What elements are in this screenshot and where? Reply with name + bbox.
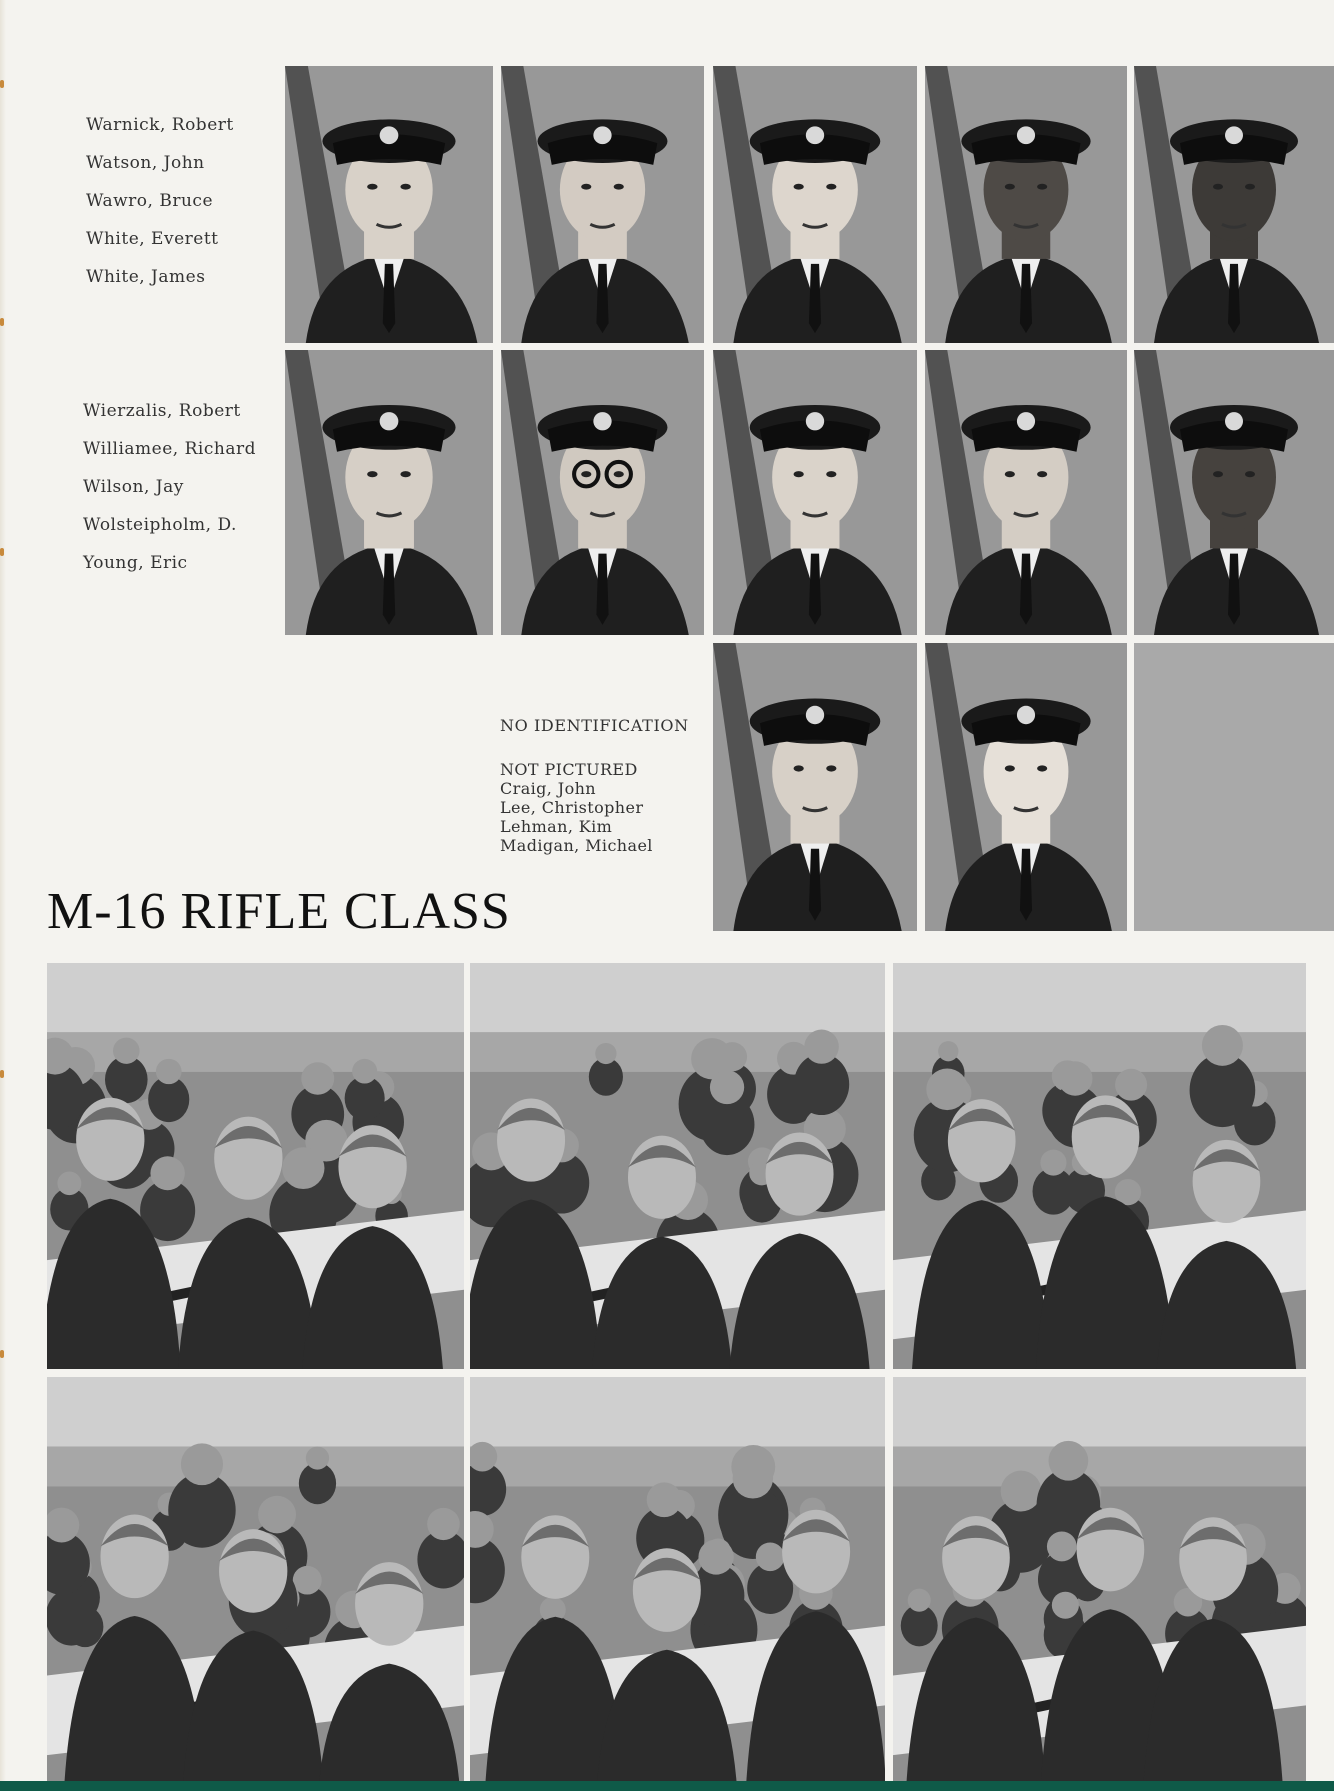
soldier-portrait (925, 350, 1127, 635)
roster-name: Wierzalis, Robert (83, 401, 241, 421)
roster-list-row-1 (86, 106, 234, 296)
not-pictured-name: Lee, Christopher (500, 798, 644, 817)
roster-name: Wilson, Jay (83, 477, 184, 497)
not-pictured-block (500, 760, 653, 855)
rifle-class-photo (893, 963, 1306, 1369)
roster-name: Wawro, Bruce (86, 191, 214, 211)
soldier-portrait (285, 350, 493, 635)
roster-name: Williamee, Richard (83, 439, 256, 459)
edge-mark (0, 1350, 4, 1358)
soldier-portrait (925, 66, 1127, 343)
soldier-portrait (713, 350, 917, 635)
roster-name: Watson, John (86, 153, 205, 173)
soldier-portrait (501, 66, 704, 343)
no-identification-label: NO IDENTIFICATION (500, 716, 689, 735)
unidentified-portrait (925, 643, 1127, 931)
edge-mark (0, 318, 4, 326)
soldier-portrait (1134, 66, 1334, 343)
roster-name: Warnick, Robert (86, 115, 234, 135)
soldier-portrait (713, 66, 917, 343)
page-edge (0, 0, 6, 1791)
section-title: M-16 RIFLE CLASS (47, 883, 511, 940)
roster-name: Wolsteipholm, D. (83, 515, 237, 535)
roster-list-row-2 (83, 392, 256, 582)
not-pictured-label: NOT PICTURED (500, 760, 638, 779)
roster-name: White, James (86, 267, 206, 287)
rifle-class-photo (47, 963, 464, 1369)
rifle-class-photo (470, 1377, 885, 1785)
edge-mark (0, 548, 4, 556)
edge-mark (0, 80, 4, 88)
soldier-portrait (1134, 350, 1334, 635)
unidentified-portrait (713, 643, 917, 931)
rifle-class-photo (893, 1377, 1306, 1785)
soldier-portrait (285, 66, 493, 343)
not-pictured-name: Madigan, Michael (500, 836, 653, 855)
roster-name: Young, Eric (83, 553, 188, 573)
rifle-class-photo (470, 963, 885, 1369)
not-pictured-name: Lehman, Kim (500, 817, 613, 836)
blank-photo-placeholder (1134, 643, 1334, 931)
edge-mark (0, 1070, 4, 1078)
rifle-class-photo (47, 1377, 464, 1785)
bottom-edge-strip (0, 1781, 1334, 1791)
not-pictured-name: Craig, John (500, 779, 597, 798)
roster-name: White, Everett (86, 229, 219, 249)
soldier-portrait (501, 350, 704, 635)
